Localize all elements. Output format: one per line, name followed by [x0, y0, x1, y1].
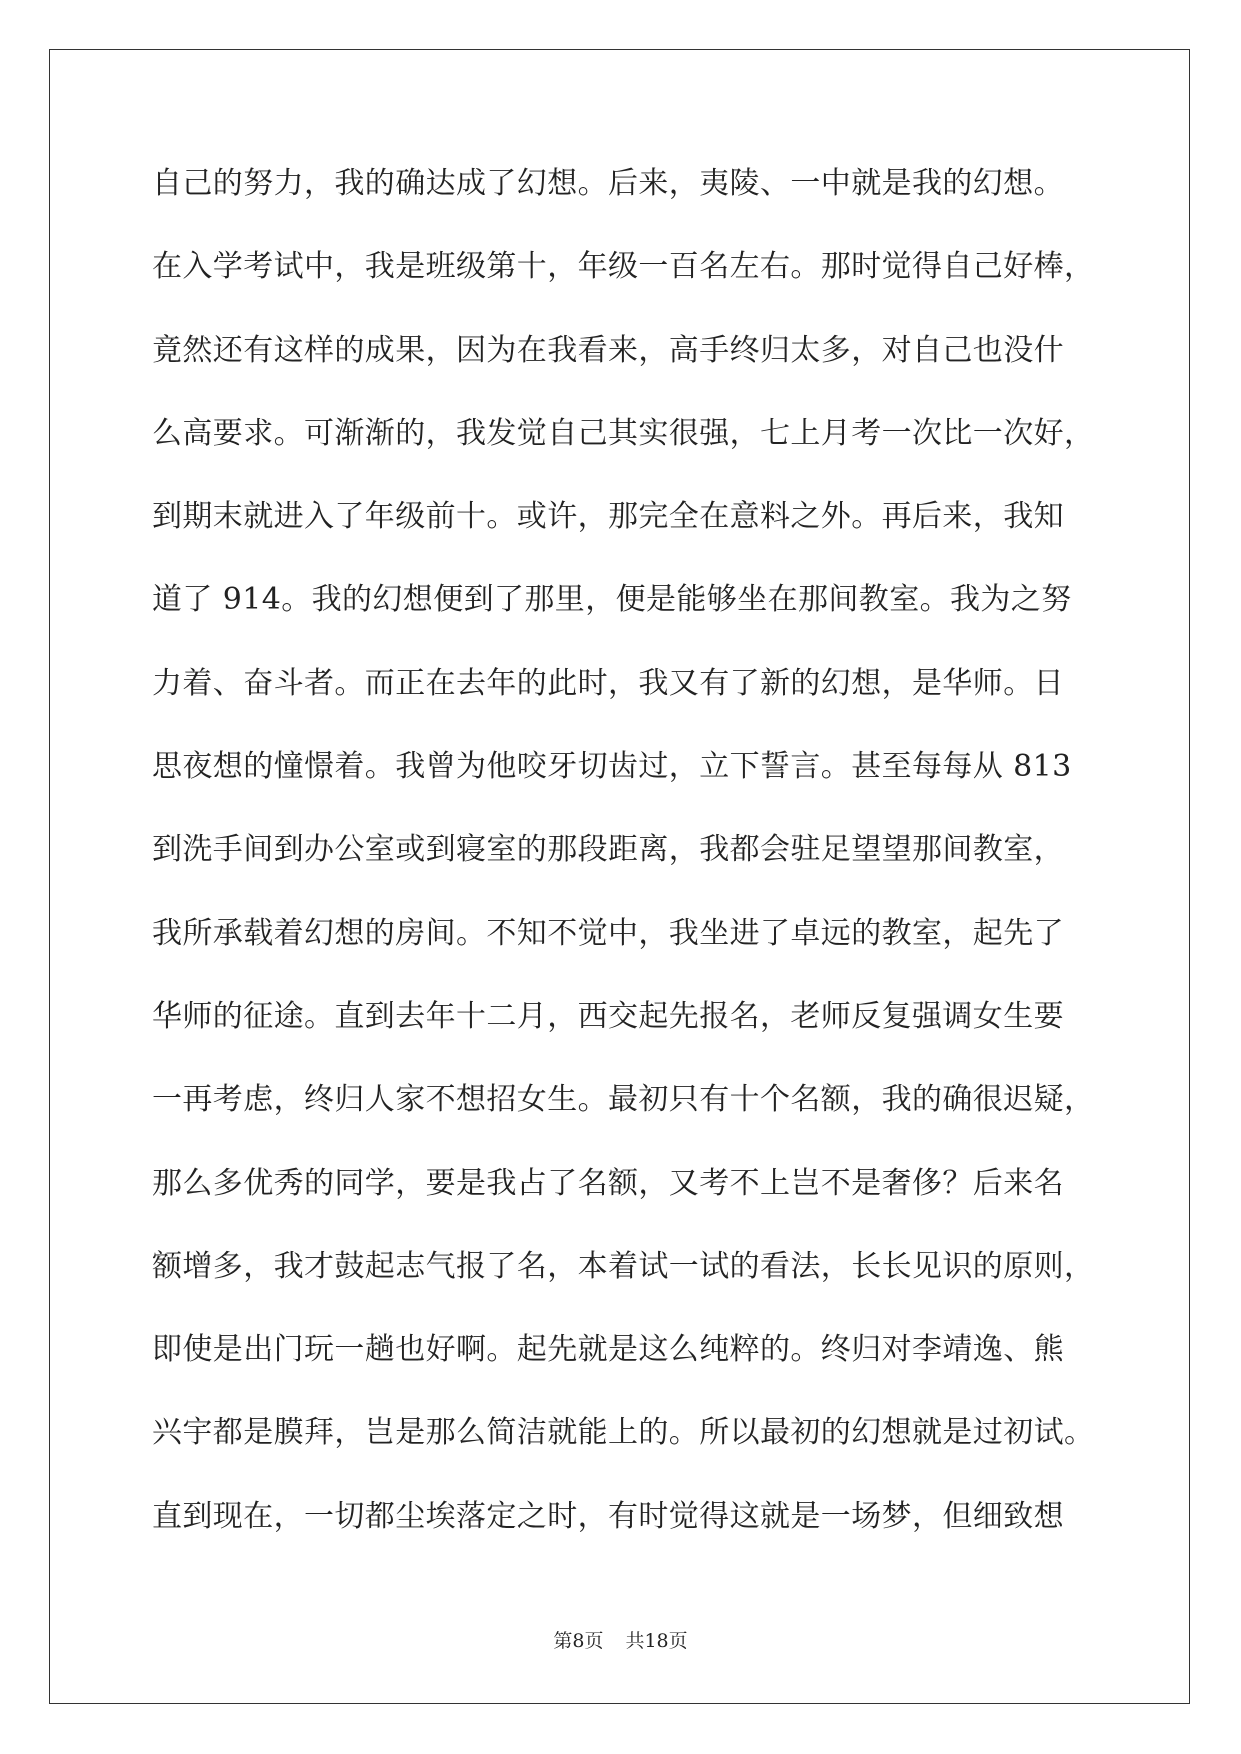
text-line: 竟然还有这样的成果，因为在我看来，高手终归太多，对自己也没什	[152, 332, 1064, 368]
page-total: 共18页	[625, 1630, 688, 1652]
text-line: 么高要求。可渐渐的，我发觉自己其实很强，七上月考一次比一次好，	[152, 415, 1095, 451]
document-body	[152, 158, 1112, 1574]
text-line: 力着、奋斗者。而正在去年的此时，我又有了新的幻想，是华师。日	[152, 665, 1064, 701]
page-number: 第8页	[553, 1630, 604, 1652]
text-line: 华师的征途。直到去年十二月，西交起先报名，老师反复强调女生要	[152, 998, 1064, 1034]
text-line: 一再考虑，终归人家不想招女生。最初只有十个名额，我的确很迟疑，	[152, 1082, 1095, 1118]
text-line: 那么多优秀的同学，要是我占了名额，又考不上岂不是奢侈？后来名	[152, 1165, 1064, 1201]
text-line: 即使是出门玩一趟也好啊。起先就是这么纯粹的。终归对李靖逸、熊	[152, 1332, 1064, 1368]
text-line: 直到现在，一切都尘埃落定之时，有时觉得这就是一场梦，但细致想	[152, 1498, 1064, 1534]
text-line: 自己的努力，我的确达成了幻想。后来，夷陵、一中就是我的幻想。	[152, 166, 1064, 201]
page-footer	[0, 1626, 1241, 1653]
text-line: 思夜想的憧憬着。我曾为他咬牙切齿过，立下誓言。甚至每每从 813	[152, 749, 1072, 785]
text-line: 在入学考试中，我是班级第十，年级一百名左右。那时觉得自己好棒，	[152, 249, 1095, 285]
text-line: 道了 914。我的幻想便到了那里，便是能够坐在那间教室。我为之努	[152, 582, 1072, 618]
text-line: 额增多，我才鼓起志气报了名，本着试一试的看法，长长见识的原则，	[152, 1248, 1095, 1284]
text-line: 兴宇都是膜拜，岂是那么简洁就能上的。所以最初的幻想就是过初试。	[152, 1415, 1095, 1451]
text-line: 到期末就进入了年级前十。或许，那完全在意料之外。再后来，我知	[152, 499, 1064, 535]
text-line: 到洗手间到办公室或到寝室的那段距离，我都会驻足望望那间教室，	[152, 832, 1064, 868]
text-line: 我所承载着幻想的房间。不知不觉中，我坐进了卓远的教室，起先了	[152, 915, 1064, 951]
